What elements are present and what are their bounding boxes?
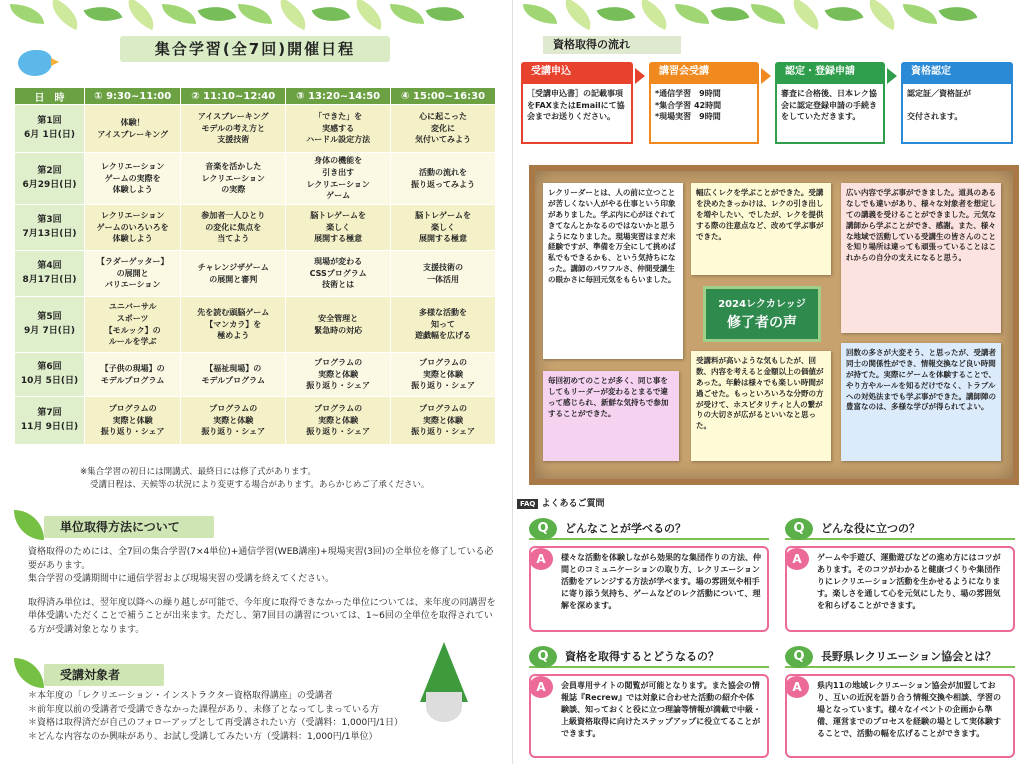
program-cell: レクリエーション ゲームの実際を 体験しよう — [85, 153, 181, 205]
arrow-icon — [887, 68, 897, 84]
session-number: 第7回 — [37, 408, 62, 419]
program-cell: 【子供の現場】の モデルプログラム — [85, 353, 181, 397]
flow-step-course — [649, 62, 759, 150]
voice-card: 毎回初めてのことが多く、同じ事をしてもリーダーが変わるとまるで違って感じられ、新鮮な気持ちで参加することができた。 — [543, 371, 679, 461]
voice-card: 回数の多さが大変そう、と思ったが、受講者同士の関係性ができ、情報交換など良い時間が持てた。実際にゲームを体験することで、やり方やルールを知るだけでなく、トラブルへの対処法までも学ぶ事ができた。講師陣の豊富なのは、多様な学びが得られてよい。 — [841, 343, 1001, 461]
session-date: 11月 9日(日) — [20, 421, 79, 432]
program-cell: 音楽を活かした レクリエーション の実際 — [181, 153, 286, 205]
schedule-row — [15, 205, 496, 251]
q-icon: Q — [529, 646, 557, 668]
voice-title-year: 2024レクカレッジ — [718, 299, 806, 310]
note-line-1: ※集合学習の初日には開講式、最終日には修了式があります。 — [80, 467, 316, 477]
program-cell: 【福祉現場】の モデルプログラム — [181, 353, 286, 397]
session-number: 第4回 — [37, 261, 62, 272]
voice-card: レクリーダーとは、人の前に立つことが苦しくない人がやる仕事という印象がありました。学ぶ内に心がほぐれてきてなんとかなるのではないかと思うようになりました。現場実習はまだ未経験ですが、準備を万全にして挑めば私でもできるかも、という気持ちになった。講師のパワフルさ、仲間受講生の眼かさに毎回元気をもらいました。 — [543, 183, 683, 359]
session-date: 6月 1日(日) — [24, 129, 75, 140]
session-number: 第3回 — [37, 215, 62, 226]
target-title: 受講対象者 — [44, 664, 164, 686]
program-cell: 心に起こった 変化に 気付いてみよう — [391, 105, 496, 153]
step-head: 講習会受講 — [649, 62, 759, 82]
program-cell: 現場が変わる CSSプログラム 技術とは — [286, 251, 391, 297]
session-cell — [15, 397, 85, 445]
faq-q-text: 長野県レクリエーション協会とは？ — [821, 650, 997, 663]
voice-title-card — [703, 286, 821, 342]
schedule-row — [15, 353, 496, 397]
voice-card: 受講料が高いような気もしたが、回数、内容を考えると金額以上の価値があった。年齢は様々でも楽しい時間が過ごせた。もっといろいろな分野の方が受けて、ホスピタリティと人の繋がりの大切さが広がるといいなと思った。 — [691, 351, 831, 461]
faq-q-text: 資格を取得するとどうなるの？ — [565, 650, 719, 663]
target-item: ＊前年度以前の受講者で受講できなかった課程があり、未修了となってしまっている方 — [28, 704, 380, 715]
schedule-row — [15, 297, 496, 353]
program-cell: アイスブレーキング モデルの考え方と 支援技術 — [181, 105, 286, 153]
program-cell: プログラムの 実際と体験 振り返り・シェア — [391, 353, 496, 397]
program-cell: プログラムの 実際と体験 振り返り・シェア — [181, 397, 286, 445]
step-head: 受講申込 — [521, 62, 633, 82]
step-head: 資格認定 — [901, 62, 1013, 82]
step-body: 認定証／資格証が 交付されます。 — [901, 82, 1013, 144]
program-cell: 活動の流れを 振り返ってみよう — [391, 153, 496, 205]
schedule-title: 集合学習(全7回)開催日程 — [120, 36, 390, 62]
leaf-border — [513, 0, 1024, 30]
a-icon: A — [785, 548, 809, 570]
note-line-2: 受講日程は、天候等の状況により変更する場合があります。あらかじめご了承ください。 — [90, 479, 430, 490]
schedule-header-3: ③ 13:20~14:50 — [286, 88, 391, 105]
step-body: 審査に合格後、日本レク協会に認定登録申請の手続きをしていただきます。 — [775, 82, 885, 144]
leaf-border — [0, 0, 512, 30]
credit-p2: 集合学習の受講期間中に通信学習および現場実習の受講を終えてください。 — [28, 574, 335, 584]
session-number: 第1回 — [37, 116, 62, 127]
voice-title-main: 修了者の声 — [727, 315, 797, 331]
target-list — [28, 690, 468, 744]
voice-card: 幅広くレクを学ぶことができた。受講を決めたきっかけは、レクの引き出しを増やしたい、でしたが、レクを提供する際の注意点など、改めて学ぶ事ができた。 — [691, 183, 831, 275]
faq-answer — [785, 546, 1015, 632]
target-item: ＊本年度の「レクリエーション・インストラクター資格取得講座」の受講者 — [28, 691, 333, 701]
program-cell: レクリエーション ゲームのいろいろを 体験しよう — [85, 205, 181, 251]
voice-card: 広い内容で学ぶ事ができました。道具のあるなしでも違いがあり、様々な対象者を想定しての講義を受けることができました。元気な講師から学ぶことができ、感謝。また、様々な地域で活動している受講生の皆さんのことを知り場所は違っても頑張っていることはこれからの自分の支えになると思う。 — [841, 183, 1001, 333]
arrow-icon — [635, 68, 645, 84]
arrow-icon — [761, 68, 771, 84]
program-cell: プログラムの 実際と体験 振り返り・シェア — [286, 353, 391, 397]
schedule-header-4: ④ 15:00~16:30 — [391, 88, 496, 105]
step-body: *通信学習 9時間 *集合学習 42時間 *現場実習 9時間 — [649, 82, 759, 144]
a-icon: A — [529, 676, 553, 698]
faq-question — [529, 518, 769, 540]
schedule-table — [14, 87, 496, 445]
target-item: ＊どんな内容なのか興味があり、お試し受講してみたい方（受講料：1,000円/1単位） — [28, 731, 378, 742]
faq-question — [785, 518, 1015, 540]
program-cell: プログラムの 実際と体験 振り返り・シェア — [286, 397, 391, 445]
program-cell: 先を読む頭脳ゲーム 【マンカラ】を 極めよう — [181, 297, 286, 353]
step-head: 認定・登録申請 — [775, 62, 885, 82]
faq-badge: FAQ — [517, 499, 538, 509]
session-date: 8月17日(日) — [22, 274, 77, 285]
session-number: 第6回 — [37, 362, 62, 373]
session-date: 9月 7日(日) — [24, 325, 75, 336]
session-cell — [15, 251, 85, 297]
schedule-row — [15, 153, 496, 205]
program-cell: 多様な活動を 知って 遊戯幅を広げる — [391, 297, 496, 353]
schedule-note — [80, 466, 429, 492]
program-cell: 脳トレゲームを 楽しく 展開する極意 — [391, 205, 496, 251]
program-cell: ユニバーサル スポーツ 【モルック】の ルールを学ぶ — [85, 297, 181, 353]
session-date: 7月13日(日) — [22, 228, 77, 239]
a-icon: A — [529, 548, 553, 570]
schedule-row — [15, 105, 496, 153]
q-icon: Q — [785, 518, 813, 540]
faq-answer — [529, 546, 769, 632]
flow-step-certify — [901, 62, 1013, 150]
faq-a-text: ゲームや手遊び、運動遊びなどの進め方にはコツがあります。そのコツがわかると健康づくりや集団作りにレクリエーション活動を生かせるようになります。楽しさを通して心を元気にしたり、場の雰囲気を和らげることができます。 — [817, 553, 1001, 610]
flow-title: 資格取得の流れ — [543, 36, 681, 54]
schedule-row — [15, 251, 496, 297]
schedule-header-2: ② 11:10~12:40 — [181, 88, 286, 105]
session-number: 第2回 — [37, 166, 62, 177]
right-page — [512, 0, 1024, 764]
faq-answer — [785, 674, 1015, 758]
faq-question — [785, 646, 1015, 668]
q-icon: Q — [785, 646, 813, 668]
session-number: 第5回 — [37, 312, 62, 323]
program-cell: チャレンジザゲーム の展開と審判 — [181, 251, 286, 297]
program-cell: 【ラダーゲッター】 の展開と バリエーション — [85, 251, 181, 297]
schedule-row — [15, 397, 496, 445]
schedule-header-1: ① 9:30~11:00 — [85, 88, 181, 105]
target-item: ＊資格は取得済だが自己のフォローアップとして再受講されたい方（受講料：1,000円/1日） — [28, 718, 403, 728]
session-cell — [15, 205, 85, 251]
session-cell — [15, 153, 85, 205]
program-cell: プログラムの 実際と体験 振り返り・シェア — [85, 397, 181, 445]
session-date: 10月 5日(日) — [20, 375, 79, 386]
program-cell: 支援技術の 一体活用 — [391, 251, 496, 297]
session-cell — [15, 353, 85, 397]
program-cell: プログラムの 実際と体験 振り返り・シェア — [391, 397, 496, 445]
a-icon: A — [785, 676, 809, 698]
cork-board — [529, 165, 1019, 485]
bird-icon — [18, 50, 52, 76]
credit-text — [28, 546, 498, 637]
program-cell: 脳トレゲームを 楽しく 展開する極意 — [286, 205, 391, 251]
faq-a-text: 県内11の地域レクリエーション協会が加盟しており、互いの近況を語り合う情報交換や相談、学習の場となっています。様々なイベントの企画から準備、運営までのプロセスを経験の場として実体験することで、活動の幅を広げることができます。 — [817, 681, 1001, 738]
credit-p3: 取得済み単位は、翌年度以降への繰り越しが可能で、今年度に取得できなかった単位については、来年度の同講習を単体受講いただくことで補うことが出来ます。ただし、第7回目の講習については、1~6回の全単位を取得されている方が受講対象となります。 — [28, 597, 496, 635]
program-cell: 参加者一人ひとり の変化に焦点を 当てよう — [181, 205, 286, 251]
session-cell — [15, 105, 85, 153]
faq-q-text: どんな役に立つの？ — [821, 522, 920, 535]
schedule-header-0: 日 時 — [15, 88, 85, 105]
faq-answer — [529, 674, 769, 758]
credit-p1: 資格取得のためには、全7回の集合学習(7×4単位)+通信学習(WEB講座)+現場実習(3回)の全単位を修了している必要があります。 — [28, 547, 494, 571]
credit-title: 単位取得方法について — [44, 516, 214, 538]
session-date: 6月29日(日) — [22, 179, 77, 190]
faq-tag: よくあるご質問 — [541, 499, 605, 509]
faq-a-text: 会員専用サイトの閲覧が可能となります。また協会の情報誌『Recrew』では対象に合わせた活動の紹介や体験談、知っておくと役に立つ理論等情報が満載で中級・上級資格取得に向けたステップアップに役立てることができます。 — [561, 681, 761, 738]
flow-step-register — [775, 62, 885, 150]
program-cell: 身体の機能を 引き出す レクリエーション ゲーム — [286, 153, 391, 205]
q-icon: Q — [529, 518, 557, 540]
faq-question — [529, 646, 769, 668]
program-cell: 「できた」を 実感する ハードル設定方法 — [286, 105, 391, 153]
program-cell: 体験！ アイスブレーキング — [85, 105, 181, 153]
flow-step-apply — [521, 62, 633, 150]
faq-a-text: 様々な活動を体験しながら効果的な集団作りの方法、仲間とのコミュニケーションの取り方、レクリエーション活動をアレンジする方法が学べます。場の雰囲気や相手に寄り添う気持ち、ゲームなどのレク活動について、理解を深めます。 — [561, 553, 761, 610]
step-body: ［受講申込書］の記載事項をFAXまたはEmailにて協会までお送りください。 — [521, 82, 633, 144]
faq-header — [517, 496, 605, 509]
faq-q-text: どんなことが学べるの？ — [565, 522, 686, 535]
session-cell — [15, 297, 85, 353]
program-cell: 安全管理と 緊急時の対応 — [286, 297, 391, 353]
